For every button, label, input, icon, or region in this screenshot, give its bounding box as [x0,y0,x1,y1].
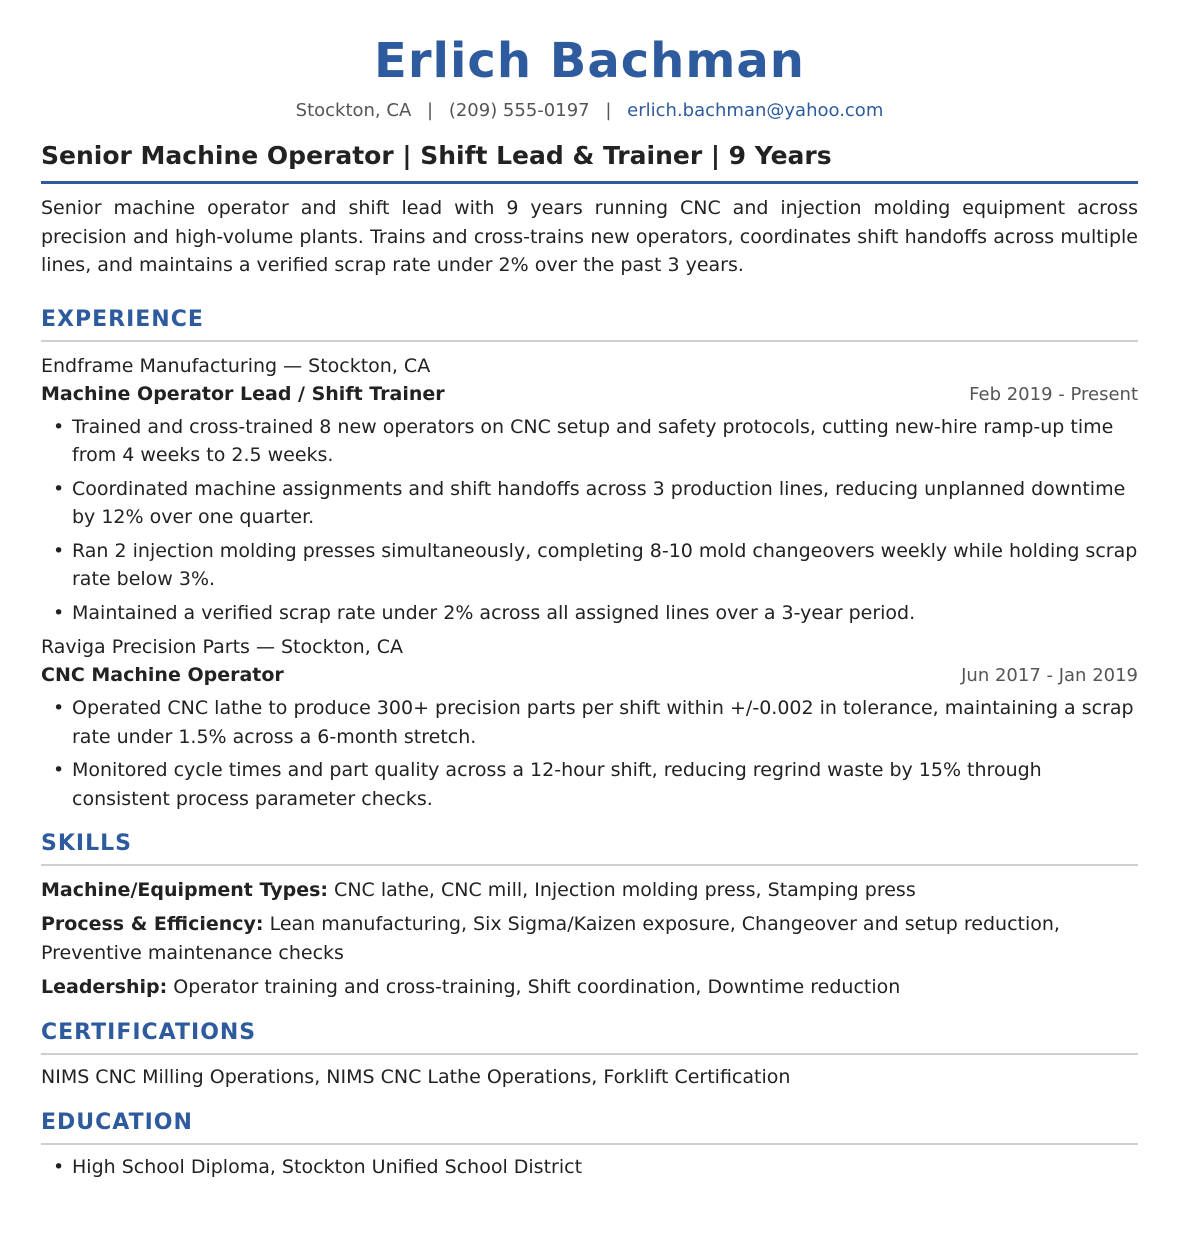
contact-separator: | [605,100,612,121]
job-role-row [41,380,1138,409]
section-title-education: EDUCATION [41,1108,1138,1145]
bullet-item [41,537,1138,594]
education-text: High School Diploma, Stockton Unified School District [72,1156,583,1178]
skills-section [41,829,1138,1002]
skill-line [41,876,1138,905]
bullet-text: Ran 2 injection molding presses simultaneously, completing 8-10 mold changeovers weekly while holding scrap rate below 3%. [72,539,1138,590]
location: Stockton, CA [295,100,412,121]
skill-line [41,910,1138,968]
experience-section [41,305,1138,814]
skill-label: Process & Efficiency: [41,913,264,935]
bullet-item [41,475,1138,532]
bullet-text: Coordinated machine assignments and shift handoffs across 3 production lines, reducing unplanned downtime by 12% over one quarter. [72,477,1126,528]
education-list [41,1153,1138,1182]
section-title-experience: EXPERIENCE [41,305,1138,342]
headline: Senior Machine Operator | Shift Lead & Trainer | 9 Years [41,139,1138,184]
bullet-text: Trained and cross-trained 8 new operators on CNC setup and safety protocols, cutting new-hire ramp-up time from 4 weeks to 2.5 weeks. [72,415,1114,466]
skill-line [41,973,1138,1002]
skill-value: Lean manufacturing, Six Sigma/Kaizen exposure, Changeover and setup reduction, Preventive maintenance checks [41,913,1060,964]
skill-value: Operator training and cross-training, Shift coordination, Downtime reduction [173,976,901,998]
email-link[interactable]: erlich.bachman@yahoo.com [627,100,884,121]
job-role-row [41,661,1138,690]
job-company: Endframe Manufacturing — Stockton, CA [41,354,431,377]
candidate-name: Erlich Bachman [374,33,805,89]
bullet-dot: • [53,697,65,719]
skills-list [41,876,1138,1002]
bullet-dot: • [53,539,65,562]
bullet-dot: • [53,601,65,624]
job-dates: Jun 2017 - Jan 2019 [961,665,1138,686]
contact-line [41,99,1138,123]
section-title-skills: SKILLS [41,829,1138,866]
bullet-dot: • [53,1156,65,1178]
job-company: Raviga Precision Parts — Stockton, CA [41,636,404,658]
bullet-text: Operated CNC lathe to produce 300+ precision parts per shift within +/-0.002 in tolerance, maintaining a scrap rate under 1.5% across a 6-month stretch. [72,697,1134,748]
bullet-dot: • [53,415,65,438]
job-title: CNC Machine Operator [41,664,284,686]
bullet-item [41,694,1138,751]
job-entry [41,633,1138,813]
job-dates: Feb 2019 - Present [969,383,1138,405]
bullet-item [41,756,1138,813]
job-bullets [41,694,1138,813]
summary: Senior machine operator and shift lead with 9 years running CNC and injection molding equipment across precision and high-volume plants. Trains and cross-trains new operators, coordinates shift handoffs across multiple lines, and maintains a verified scrap rate under 2% over the past 3 years. [41,197,1138,276]
phone: (209) 555-0197 [448,100,590,121]
bullet-dot: • [53,759,65,781]
job-bullets [41,413,1138,628]
skill-label: Leadership: [41,976,168,998]
section-title-certifications: CERTIFICATIONS [41,1018,1138,1055]
bullet-text: Maintained a verified scrap rate under 2% across all assigned lines over a 3-year period. [72,601,916,624]
certifications-section [41,1018,1138,1092]
bullet-item [41,599,1138,628]
certifications-text: NIMS CNC Milling Operations, NIMS CNC Lathe Operations, Forklift Certification [41,1066,791,1088]
skill-value: CNC lathe, CNC mill, Injection molding press, Stamping press [334,879,916,901]
job-entry [41,352,1138,628]
contact-separator: | [427,100,434,121]
education-item [41,1153,1138,1182]
bullet-dot: • [53,477,65,500]
bullet-text: Monitored cycle times and part quality across a 12-hour shift, reducing regrind waste by 15% through consistent process parameter checks. [72,759,1042,810]
bullet-item [41,413,1138,470]
education-section [41,1108,1138,1182]
skill-label: Machine/Equipment Types: [41,879,328,901]
job-title: Machine Operator Lead / Shift Trainer [41,382,445,405]
